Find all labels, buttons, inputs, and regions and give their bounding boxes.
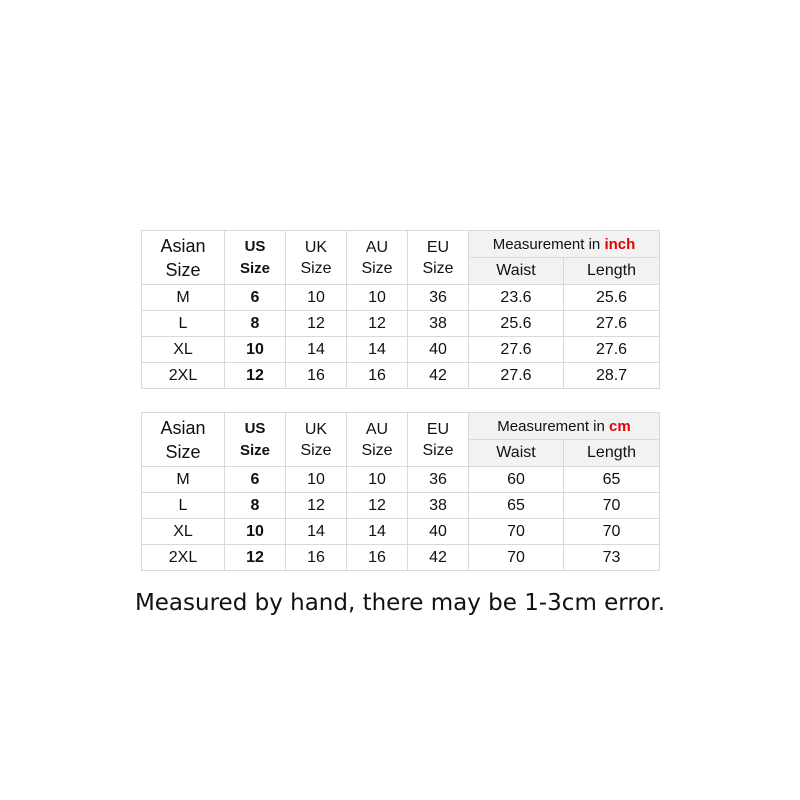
cell-length: 70 (564, 519, 660, 545)
cell-uk-size: 12 (286, 311, 347, 337)
cell-uk-size: 16 (286, 363, 347, 389)
header-asian-size: Asian Size (142, 413, 225, 467)
cell-au-size: 10 (347, 285, 408, 311)
cell-eu-size: 40 (408, 519, 469, 545)
header-waist: Waist (469, 258, 564, 285)
cell-uk-size: 10 (286, 467, 347, 493)
cell-asian-size: XL (142, 337, 225, 363)
header-length: Length (564, 258, 660, 285)
header-au-size: AU Size (347, 231, 408, 285)
cell-au-size: 14 (347, 519, 408, 545)
cell-asian-size: 2XL (142, 363, 225, 389)
header-row (142, 231, 660, 258)
cell-us-size: 12 (225, 363, 286, 389)
cell-au-size: 12 (347, 493, 408, 519)
header-us-size: US Size (225, 413, 286, 467)
cell-us-size: 8 (225, 493, 286, 519)
table-row (142, 545, 660, 571)
cell-waist: 25.6 (469, 311, 564, 337)
cell-waist: 60 (469, 467, 564, 493)
table-row (142, 363, 660, 389)
cell-length: 28.7 (564, 363, 660, 389)
measurement-unit: inch (604, 235, 636, 253)
header-uk-size: UK Size (286, 413, 347, 467)
cell-us-size: 10 (225, 519, 286, 545)
cell-au-size: 16 (347, 545, 408, 571)
cell-length: 27.6 (564, 337, 660, 363)
cell-asian-size: M (142, 285, 225, 311)
header-eu-size: EU Size (408, 413, 469, 467)
cell-eu-size: 36 (408, 467, 469, 493)
cell-uk-size: 10 (286, 285, 347, 311)
size-table-cm (141, 412, 660, 571)
table-row (142, 311, 660, 337)
cell-au-size: 14 (347, 337, 408, 363)
measurement-unit: cm (609, 417, 631, 435)
cell-asian-size: L (142, 311, 225, 337)
cell-eu-size: 38 (408, 493, 469, 519)
cell-us-size: 6 (225, 285, 286, 311)
cell-uk-size: 12 (286, 493, 347, 519)
size-table-inch (141, 230, 660, 389)
cell-eu-size: 42 (408, 363, 469, 389)
header-us-size: US Size (225, 231, 286, 285)
cell-asian-size: XL (142, 519, 225, 545)
header-row (142, 413, 660, 440)
header-asian-size: Asian Size (142, 231, 225, 285)
cell-au-size: 16 (347, 363, 408, 389)
cell-eu-size: 40 (408, 337, 469, 363)
header-waist: Waist (469, 440, 564, 467)
measurement-note: Measured by hand, there may be 1-3cm error. (134, 590, 666, 616)
cell-us-size: 10 (225, 337, 286, 363)
table-row (142, 467, 660, 493)
cell-waist: 70 (469, 545, 564, 571)
cell-us-size: 8 (225, 311, 286, 337)
cell-length: 70 (564, 493, 660, 519)
header-length: Length (564, 440, 660, 467)
cell-waist: 27.6 (469, 363, 564, 389)
cell-au-size: 12 (347, 311, 408, 337)
cell-waist: 70 (469, 519, 564, 545)
cell-au-size: 10 (347, 467, 408, 493)
cell-uk-size: 14 (286, 337, 347, 363)
cell-us-size: 12 (225, 545, 286, 571)
cell-eu-size: 42 (408, 545, 469, 571)
cell-asian-size: 2XL (142, 545, 225, 571)
header-measurement: Measurement in inch (469, 231, 660, 258)
cell-us-size: 6 (225, 467, 286, 493)
header-eu-size: EU Size (408, 231, 469, 285)
cell-waist: 65 (469, 493, 564, 519)
cell-uk-size: 16 (286, 545, 347, 571)
header-measurement: Measurement in cm (469, 413, 660, 440)
cell-eu-size: 36 (408, 285, 469, 311)
cell-waist: 27.6 (469, 337, 564, 363)
table-row (142, 493, 660, 519)
cell-length: 65 (564, 467, 660, 493)
table-row (142, 337, 660, 363)
table-row (142, 519, 660, 545)
cell-length: 25.6 (564, 285, 660, 311)
cell-asian-size: M (142, 467, 225, 493)
cell-asian-size: L (142, 493, 225, 519)
cell-length: 27.6 (564, 311, 660, 337)
cell-uk-size: 14 (286, 519, 347, 545)
header-uk-size: UK Size (286, 231, 347, 285)
cell-eu-size: 38 (408, 311, 469, 337)
cell-length: 73 (564, 545, 660, 571)
cell-waist: 23.6 (469, 285, 564, 311)
table-row (142, 285, 660, 311)
header-au-size: AU Size (347, 413, 408, 467)
